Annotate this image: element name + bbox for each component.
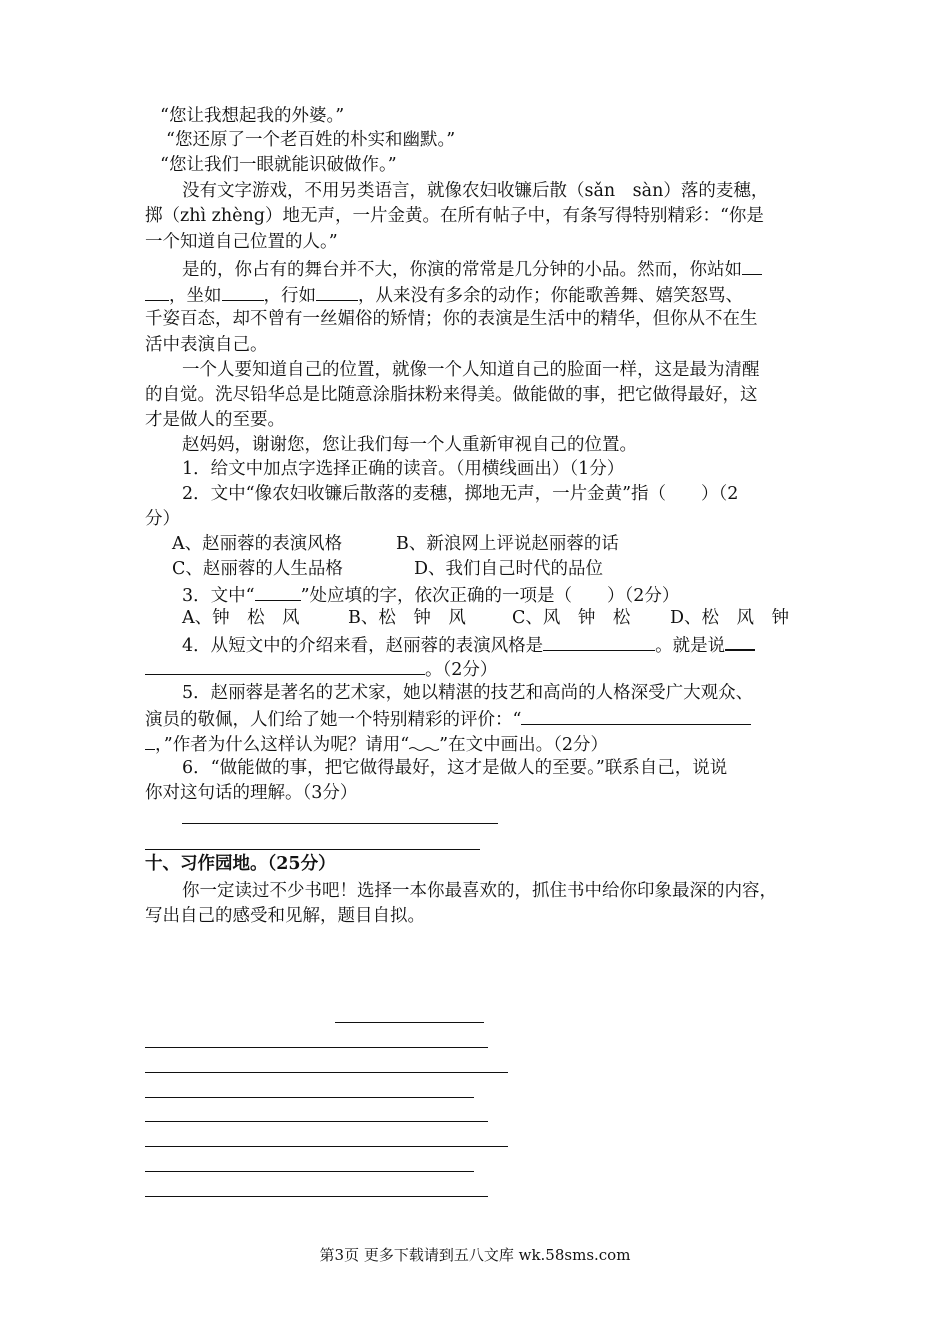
composition-line[interactable]	[145, 1097, 474, 1098]
para3-line-1: 一个人要知道自己的位置，就像一个人知道自己的脸面一样，这是最为清醒	[182, 360, 760, 380]
q5-blank-b[interactable]	[145, 731, 155, 750]
q2-option-c[interactable]: C、赵丽蓉的人生品格	[172, 559, 343, 579]
para2-text-c: ，从来没有多余的动作；你能歌善舞、嬉笑怒骂、	[358, 286, 743, 306]
q5-text-a: 演员的敬佩，人们给了她一个特别精彩的评价：“	[145, 710, 522, 730]
question-6-line-2: 你对这句话的理解。（3分）	[145, 783, 358, 803]
para1-line-2: 掷（zhì zhèng）地无声，一片金黄。在所有帖子中，有条写得特别精彩：“你是	[145, 206, 764, 226]
para2-text-b: ，行如	[263, 286, 316, 306]
q4-text-pre: 4．从短文中的介绍来看，赵丽蓉的表演风格是	[182, 636, 544, 656]
q2-option-a[interactable]: A、赵丽蓉的表演风格	[172, 534, 343, 554]
q3-option-d[interactable]: D、松 风 钟	[670, 608, 790, 628]
question-4-line-2	[145, 656, 497, 682]
q3-option-c[interactable]: C、风 钟 松	[512, 608, 631, 628]
answer-line-q6-2[interactable]	[145, 849, 480, 850]
composition-title-line[interactable]	[335, 1022, 484, 1023]
q4-blank-style[interactable]	[543, 632, 655, 651]
para1-line-1: 没有文字游戏，不用另类语言，就像农妇收镰后散（sǎn sàn）落的麦穗，	[182, 181, 769, 201]
composition-line[interactable]	[145, 1196, 488, 1197]
para1-line-3: 一个知道自己位置的人。”	[145, 232, 338, 252]
para2-line-3: 千姿百态，却不曾有一丝媚俗的矫情；你的表演是生活中的精华，但你从不在生	[145, 309, 758, 329]
q5-blank-a[interactable]	[521, 706, 751, 725]
question-2-line-1: 2．文中“像农妇收镰后散落的麦穗，掷地无声，一片金黄”指（ ）（2	[182, 484, 739, 504]
para2-line-1-text: 是的，你占有的舞台并不大，你演的常常是几分钟的小品。然而，你站如	[182, 260, 742, 280]
blank-fill-1a[interactable]	[742, 256, 762, 275]
question-4-line-1	[182, 631, 755, 658]
section-10-line-2: 写出自己的感受和见解，题目自拟。	[145, 906, 425, 926]
question-5-line-2	[145, 706, 751, 732]
blank-fill-1b[interactable]	[145, 282, 169, 301]
blank-fill-2[interactable]	[222, 282, 264, 301]
para2-line-4: 活中表演自己。	[145, 335, 268, 355]
q4-text-mid: 。就是说	[655, 636, 726, 656]
q4-blank-explain-a[interactable]	[725, 631, 755, 651]
page-footer: 第3页 更多下载请到五八文库 wk.58sms.com	[319, 1246, 631, 1264]
quote-line-1: “您让我想起我的外婆。”	[160, 106, 345, 126]
q2-option-d[interactable]: D、我们自己时代的品位	[414, 559, 604, 579]
para2-line-1	[182, 256, 762, 282]
answer-line-q6-1[interactable]	[182, 823, 498, 824]
wavy-underline-mark	[409, 734, 439, 750]
q3-text-post: ”处应填的字，依次正确的一项是（ ）（2分）	[300, 586, 680, 606]
question-1: 1．给文中加点字选择正确的读音。（用横线画出）（1分）	[182, 459, 625, 479]
q4-text-end: 。（2分）	[425, 660, 498, 680]
q5-text-b: ，”作者为什么这样认为呢？请用“	[155, 735, 410, 755]
question-5-line-3	[145, 731, 608, 757]
section-10-title: 十、习作园地。（25分）	[145, 854, 336, 874]
q3-blank[interactable]	[255, 582, 301, 601]
q3-text-pre: 3．文中“	[182, 586, 255, 606]
q2-option-b[interactable]: B、新浪网上评说赵丽蓉的话	[396, 534, 619, 554]
q3-option-b[interactable]: B、松 钟 风	[348, 608, 466, 628]
section-10-line-1: 你一定读过不少书吧！选择一本你最喜欢的，抓住书中给你印象最深的内容，	[182, 881, 777, 901]
blank-fill-3[interactable]	[316, 282, 358, 301]
composition-line[interactable]	[145, 1072, 508, 1073]
para3-line-2: 的自觉。洗尽铅华总是比随意涂脂抹粉来得美。做能做的事，把它做得最好，这	[145, 385, 758, 405]
question-5-line-1: 5．赵丽蓉是著名的艺术家，她以精湛的技艺和高尚的人格深受广大观众、	[182, 683, 754, 703]
para2-text-a: ，坐如	[169, 286, 222, 306]
composition-line[interactable]	[145, 1121, 488, 1122]
question-2-line-2: 分）	[145, 509, 180, 529]
composition-line[interactable]	[145, 1146, 508, 1147]
question-6-line-1: 6．“做能做的事，把它做得最好，这才是做人的至要。”联系自己，说说	[182, 758, 728, 778]
para4-line: 赵妈妈，谢谢您，您让我们每一个人重新审视自己的位置。	[182, 435, 637, 455]
quote-line-3: “您让我们一眼就能识破做作。”	[160, 155, 397, 175]
question-3	[182, 582, 679, 608]
para2-line-2	[145, 282, 743, 308]
q4-blank-explain-b[interactable]	[145, 656, 425, 675]
q3-option-a[interactable]: A、钟 松 风	[182, 608, 300, 628]
quote-line-2: “您还原了一个老百姓的朴实和幽默。”	[166, 130, 456, 150]
para3-line-3: 才是做人的至要。	[145, 410, 285, 430]
composition-line[interactable]	[145, 1047, 488, 1048]
composition-line[interactable]	[145, 1171, 474, 1172]
q5-text-c: ”在文中画出。（2分）	[439, 735, 608, 755]
